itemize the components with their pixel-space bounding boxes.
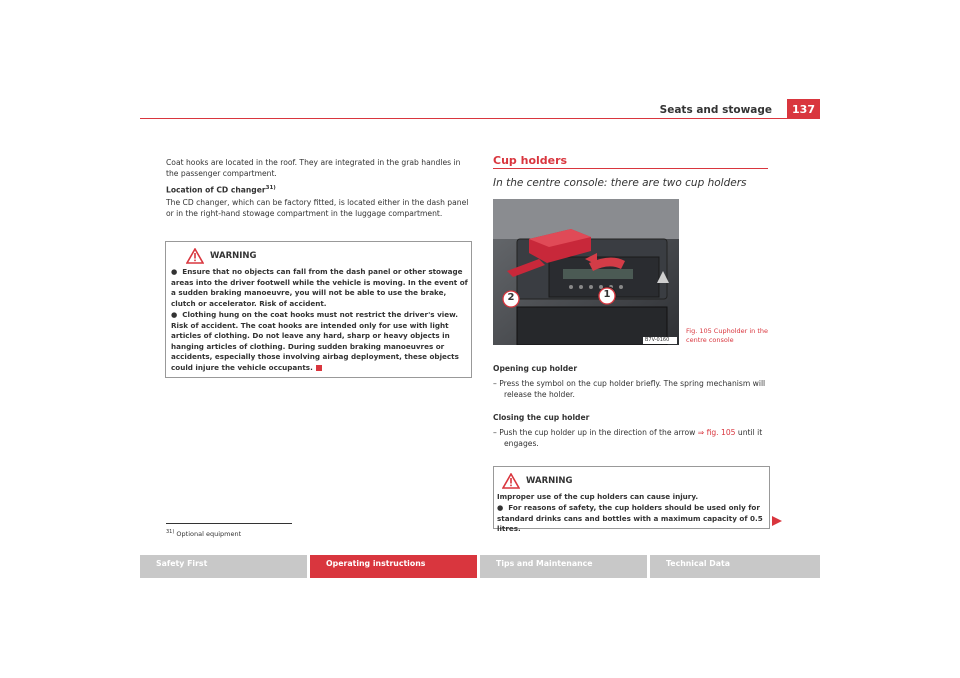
cupholder-figure [493,199,679,345]
warning-item [171,310,468,374]
warning-header [502,473,572,489]
closing-step [493,427,779,449]
opening-step: – Press the symbol on the cup holder briefly. The spring mechanism will release the holder. [493,379,766,400]
bullet-icon: ● [497,503,509,512]
warning-title: WARNING [526,476,573,486]
tab-safety-first[interactable]: Safety First [140,555,307,578]
footnote-rule [166,523,292,524]
warning-item-text: Ensure that no objects can fall from the dash panel or other stowage areas into the driver footwell while the vehicle is moving. In the event of a sudden braking manoeuvre, you will not be able to use the brake, clutch or accelerator. Risk of accident. [171,267,468,308]
tab-operating-instructions[interactable]: Operating instructions [310,555,477,578]
warning-item-text: Clothing hung on the coat hooks must not restrict the driver's view. Risk of accident. The coat hooks are intended only for use with light articles of clothing. Do not leave any hard, sharp or heavy objects in hanging articles of clothing. During sudden braking manoeuvres or accidents, especially those involving airbag deployment, these objects could injure the vehicle occupants. [171,310,459,372]
bullet-icon: ● [171,267,183,276]
tab-tips-and-maintenance[interactable]: Tips and Maintenance [480,555,647,578]
coat-hooks-paragraph: Coat hooks are located in the roof. They are integrated in the grab handles in the passenger compartment. [166,158,461,179]
tab-technical-data[interactable]: Technical Data [650,555,820,578]
cd-changer-paragraph: The CD changer, which can be factory fitted, is located either in the dash panel or in the right-hand stowage compartment in the luggage compartment. [166,198,469,219]
opening-heading: Opening cup holder [493,364,578,373]
section-subtitle: In the centre console: there are two cup holders [493,177,747,189]
cupholder-illustration [493,199,679,345]
footnote [166,529,241,538]
header-rule [140,118,820,119]
footnote-mark: 31) [166,529,175,535]
figure-caption: Fig. 105 Cupholder in the centre console [686,327,769,344]
end-of-section-icon [316,365,322,371]
section-title: Cup holders [493,154,568,167]
page-number: 137 [787,99,820,119]
cd-changer-heading [166,183,276,196]
warning-triangle-icon [502,473,520,489]
callout-1: 1 [603,289,611,300]
callout-2: 2 [507,292,515,303]
warning-item [497,503,767,535]
figure-code: B7V-0160 [645,337,670,343]
next-page-arrow-icon[interactable] [772,516,782,526]
section-rule [493,168,768,169]
cd-changer-heading-text: Location of CD changer [166,185,266,195]
bullet-icon: ● [171,310,183,319]
warning-header [186,248,256,264]
closing-step-text-end: until it engages. [504,428,763,449]
closing-heading: Closing the cup holder [493,413,590,422]
warning-intro: Improper use of the cup holders can cause injury. [497,492,699,501]
footnote-ref: 31) [265,185,276,191]
warning-title: WARNING [210,251,257,261]
page-header-title: Seats and stowage [659,104,772,116]
warning-item-text: For reasons of safety, the cup holders should be used only for standard drinks cans and bottles with a maximum capacity of 0.5 litres. [497,503,763,534]
warning-item [171,267,468,309]
warning-box-right [493,466,770,534]
warning-box-left [165,241,472,378]
figure-reference-link[interactable]: ⇒ fig. 105 [697,428,736,437]
warning-triangle-icon [186,248,204,264]
footnote-text: Optional equipment [176,530,242,539]
closing-step-text: – Push the cup holder up in the direction of the arrow [493,428,696,437]
